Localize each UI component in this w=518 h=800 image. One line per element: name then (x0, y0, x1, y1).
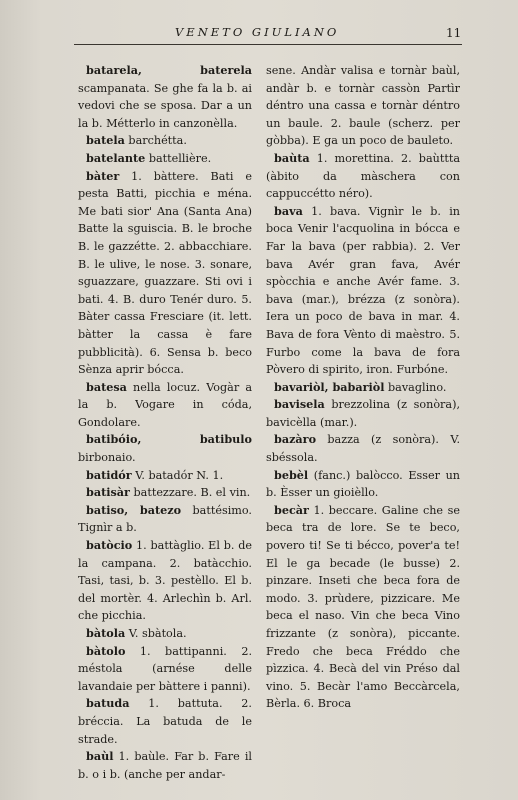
entry-definition: 1. battuta. 2. bréccia. La batuda de le strade. (78, 697, 252, 746)
dictionary-entry (78, 537, 252, 625)
dictionary-entry (266, 467, 460, 502)
entry-headword: becàr (274, 502, 309, 517)
entry-definition: V. batadór N. 1. (131, 468, 224, 482)
entry-headword: batòcio (86, 538, 133, 553)
dictionary-entry (266, 379, 460, 397)
entry-headword: batidór (86, 467, 132, 482)
entry-headword: bazàro (274, 432, 317, 447)
continuation-text: sene. Andàr valisa e tornàr baùl, andàr b. e tornàr cassòn Partìr déntro una cassa e tornàr déntro un baule. 2. baule (scherz. per gòbba). E ga un poco de bauleto. (266, 64, 460, 148)
dictionary-entry (78, 695, 252, 748)
dictionary-entry (266, 150, 460, 203)
entry-definition: 1. bàttere. Bati e pesta Batti, picchia e ména. Me bati sior' Ana (Santa Ana) Batte la sguiscia. B. le broche B. le gazzétte. 2. abbacchiare. B. le ulive, le nose. 3. sonare, sguazzare, guazzare. Sti ovi i bati. 4. B. duro Tenér duro. 5. Bàter cassa Fresciare (it. lett. bàtter la cassa è fare pubblicità). 6. Sensa b. beco Sènza aprir bócca. (78, 169, 252, 377)
entry-definition: 1. battipanni. 2. méstola (arnése delle lavandaie per bàttere i panni). (78, 644, 252, 693)
dictionary-entry (78, 150, 252, 168)
dictionary-entry (266, 431, 460, 466)
entry-definition: nella locuz. Vogàr a la b. Vogare in códa, Gondolare. (78, 380, 252, 429)
entry-headword: baùl (86, 749, 114, 764)
entry-headword: batela (86, 133, 125, 148)
entry-definition: bazza (z sonòra). V. sbéssola. (266, 433, 460, 465)
page-number: 11 (446, 26, 462, 40)
dictionary-entry (78, 62, 252, 132)
dictionary-entry (78, 379, 252, 432)
entry-headword: batiso, batezo (86, 502, 182, 517)
entry-definition: 1. baùle. Far b. Fare il b. o i b. (anche per andar- (78, 750, 252, 781)
entry-definition: barchétta. (124, 134, 187, 148)
dictionary-entry (78, 625, 252, 643)
page-header (0, 23, 518, 43)
entry-headword: batelante (86, 150, 146, 165)
entry-headword: baùta (274, 150, 310, 165)
entry-headword: bavariòl, babariòl (274, 379, 385, 394)
entry-definition: brezzolina (z sonòra), bavicèlla (mar.). (266, 398, 460, 429)
entry-headword: bàtola (86, 626, 126, 640)
entry-headword: batibóio, batibulo (86, 432, 252, 447)
dictionary-entry (78, 748, 252, 783)
entry-definition: (fanc.) balòcco. Esser un b. Èsser un gioièllo. (266, 468, 460, 500)
dictionary-entry (78, 502, 252, 537)
entry-definition: battésimo. Tignìr a b. (78, 503, 252, 535)
entry-definition: battezzare. B. el vin. (129, 486, 251, 500)
dictionary-entry (78, 484, 252, 502)
entry-headword: bava (274, 203, 303, 218)
entry-headword: batisàr (86, 485, 130, 500)
dictionary-entry (78, 643, 252, 696)
dictionary-entry (266, 502, 460, 713)
header-rule (74, 44, 462, 45)
entry-definition: bavaglino. (384, 380, 447, 394)
left-column (78, 62, 252, 783)
entry-definition: 1. beccare. Galine che se beca tra de lore. Se te beco, povero ti! Se ti bécco, pover'a te! El le ga becade (le busse) 2. pinzare. Inseti che beca fora de modo. 3. prùdere, pizzicare. Me beca el naso. Vin che beca Vino frizzante (z sonòra), piccante. Fredo che beca Fréddo che pìzzica. 4. Becà del vin Préso dal vino. 5. Becàr l'amo Beccàrcela, Bèrla. 6. Broca (266, 503, 460, 711)
entry-definition: 1. bava. Vignìr le b. in boca Venir l'acquolina in bócca e Far la bava (per rabbia). 2. Ver bava Avér gran fava, Avér spòcchia e anche Avér fame. 3. bava (mar.), brézza (z sonòra). Iera un poco de bava in mar. 4. Bava de fora Vènto di maèstro. 5. Furbo come la bava de fora Pòvero di spirito, iron. Furbóne. (266, 204, 460, 377)
entry-definition: V. sbàtola. (125, 627, 187, 640)
entry-headword: batuda (86, 696, 130, 711)
entry-headword: batarela, baterela (86, 63, 252, 77)
entry-headword: bàtolo (86, 643, 126, 658)
dictionary-entry (266, 203, 460, 379)
running-title: VENETO GIULIANO (175, 25, 340, 39)
dictionary-entry (78, 168, 252, 379)
entry-headword: bavisela (274, 397, 325, 412)
dictionary-entry (78, 132, 252, 150)
entry-definition: scampanata. Se ghe fa la b. ai vedovi che se sposa. Dar a un la b. Métterlo in canzonèlla. (78, 81, 252, 130)
dictionary-entry (78, 431, 252, 466)
entry-definition: 1. morettina. 2. baùttta (àbito da màschera con cappuccétto néro). (266, 151, 460, 201)
entry-headword: bebèl (274, 467, 309, 482)
entry-definition: 1. battàglio. El b. de la campana. 2. batàcchio. Tasi, tasi, b. 3. pestèllo. El b. del mortèr. 4. Arlechìn b. Arl. che picchia. (78, 539, 252, 623)
entry-headword: bàter (86, 168, 120, 183)
right-column (266, 62, 460, 713)
entry-definition: battellière. (145, 151, 212, 165)
entry-definition: birbonaio. (78, 451, 136, 465)
dictionary-entry (266, 396, 460, 431)
dictionary-entry (78, 467, 252, 485)
entry-headword: batesa (86, 379, 127, 394)
